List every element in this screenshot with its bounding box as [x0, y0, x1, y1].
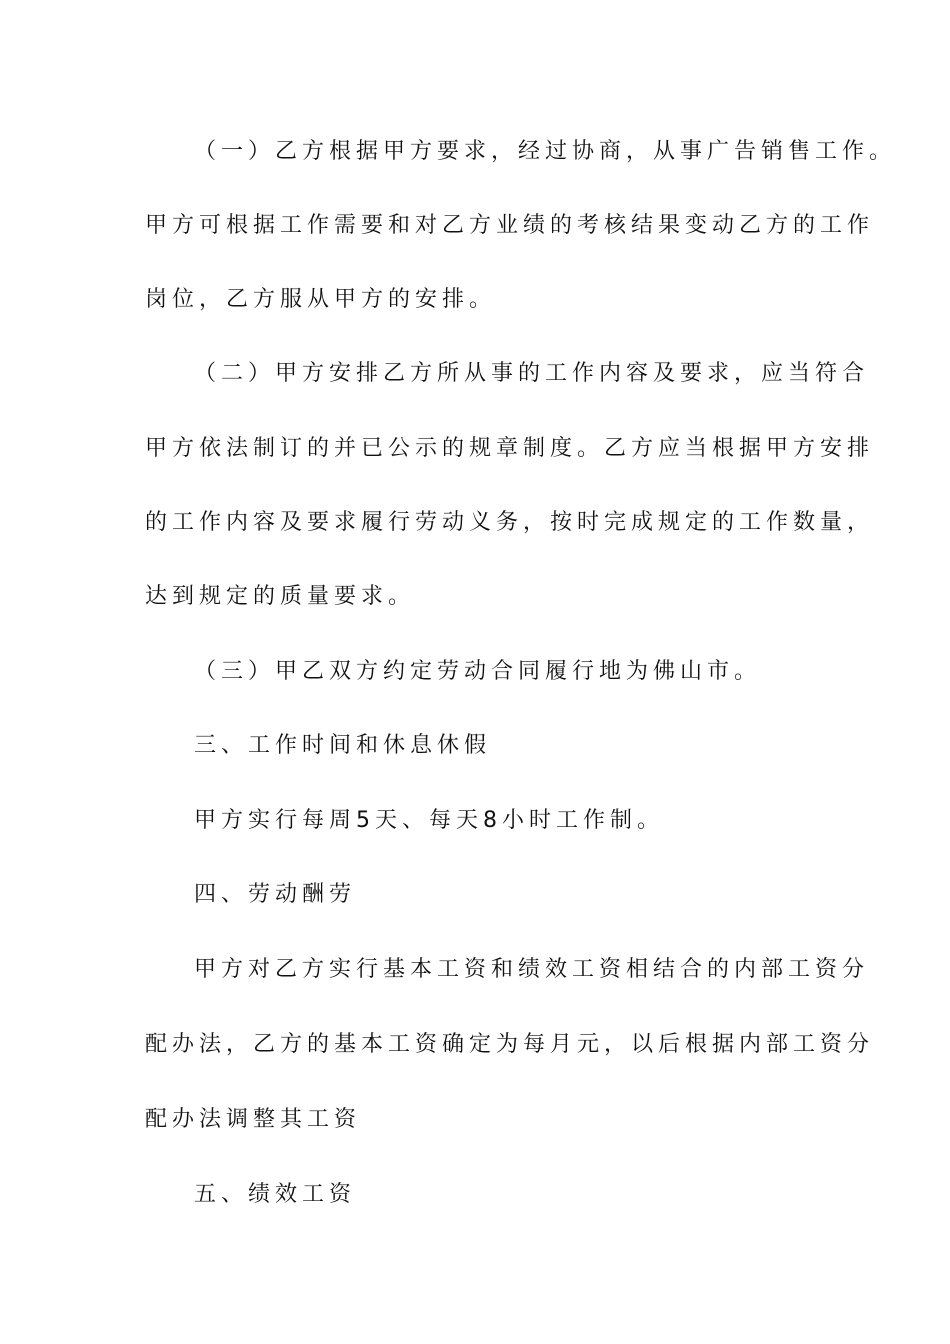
paragraph-line: 达到规定的质量要求。: [145, 584, 416, 609]
paragraph-line: 配办法，乙方的基本工资确定为每月元，以后根据内部工资分: [145, 1032, 875, 1057]
section-heading: 四、劳动酬劳: [194, 882, 357, 907]
paragraph-line: 甲方可根据工作需要和对乙方业绩的考核结果变动乙方的工作: [145, 213, 875, 238]
section-heading: 三、工作时间和休息休假: [194, 733, 492, 758]
paragraph-line: 的工作内容及要求履行劳动义务，按时完成规定的工作数量，: [145, 510, 875, 535]
paragraph-line: 甲方依法制订的并已公示的规章制度。乙方应当根据甲方安排: [145, 436, 875, 461]
section-heading: 五、绩效工资: [194, 1182, 357, 1207]
paragraph-line: （二）甲方安排乙方所从事的工作内容及要求，应当符合: [194, 361, 870, 386]
paragraph-line: 甲方实行每周5天、每天8小时工作制。: [194, 808, 664, 833]
paragraph-line: 甲方对乙方实行基本工资和绩效工资相结合的内部工资分: [194, 957, 870, 982]
paragraph-line: 岗位，乙方服从甲方的安排。: [145, 287, 497, 312]
paragraph-line: （三）甲乙双方约定劳动合同履行地为佛山市。: [194, 659, 762, 684]
paragraph-line: 配办法调整其工资: [145, 1107, 362, 1132]
paragraph-line: （一）乙方根据甲方要求，经过协商，从事广告销售工作。: [194, 139, 897, 164]
